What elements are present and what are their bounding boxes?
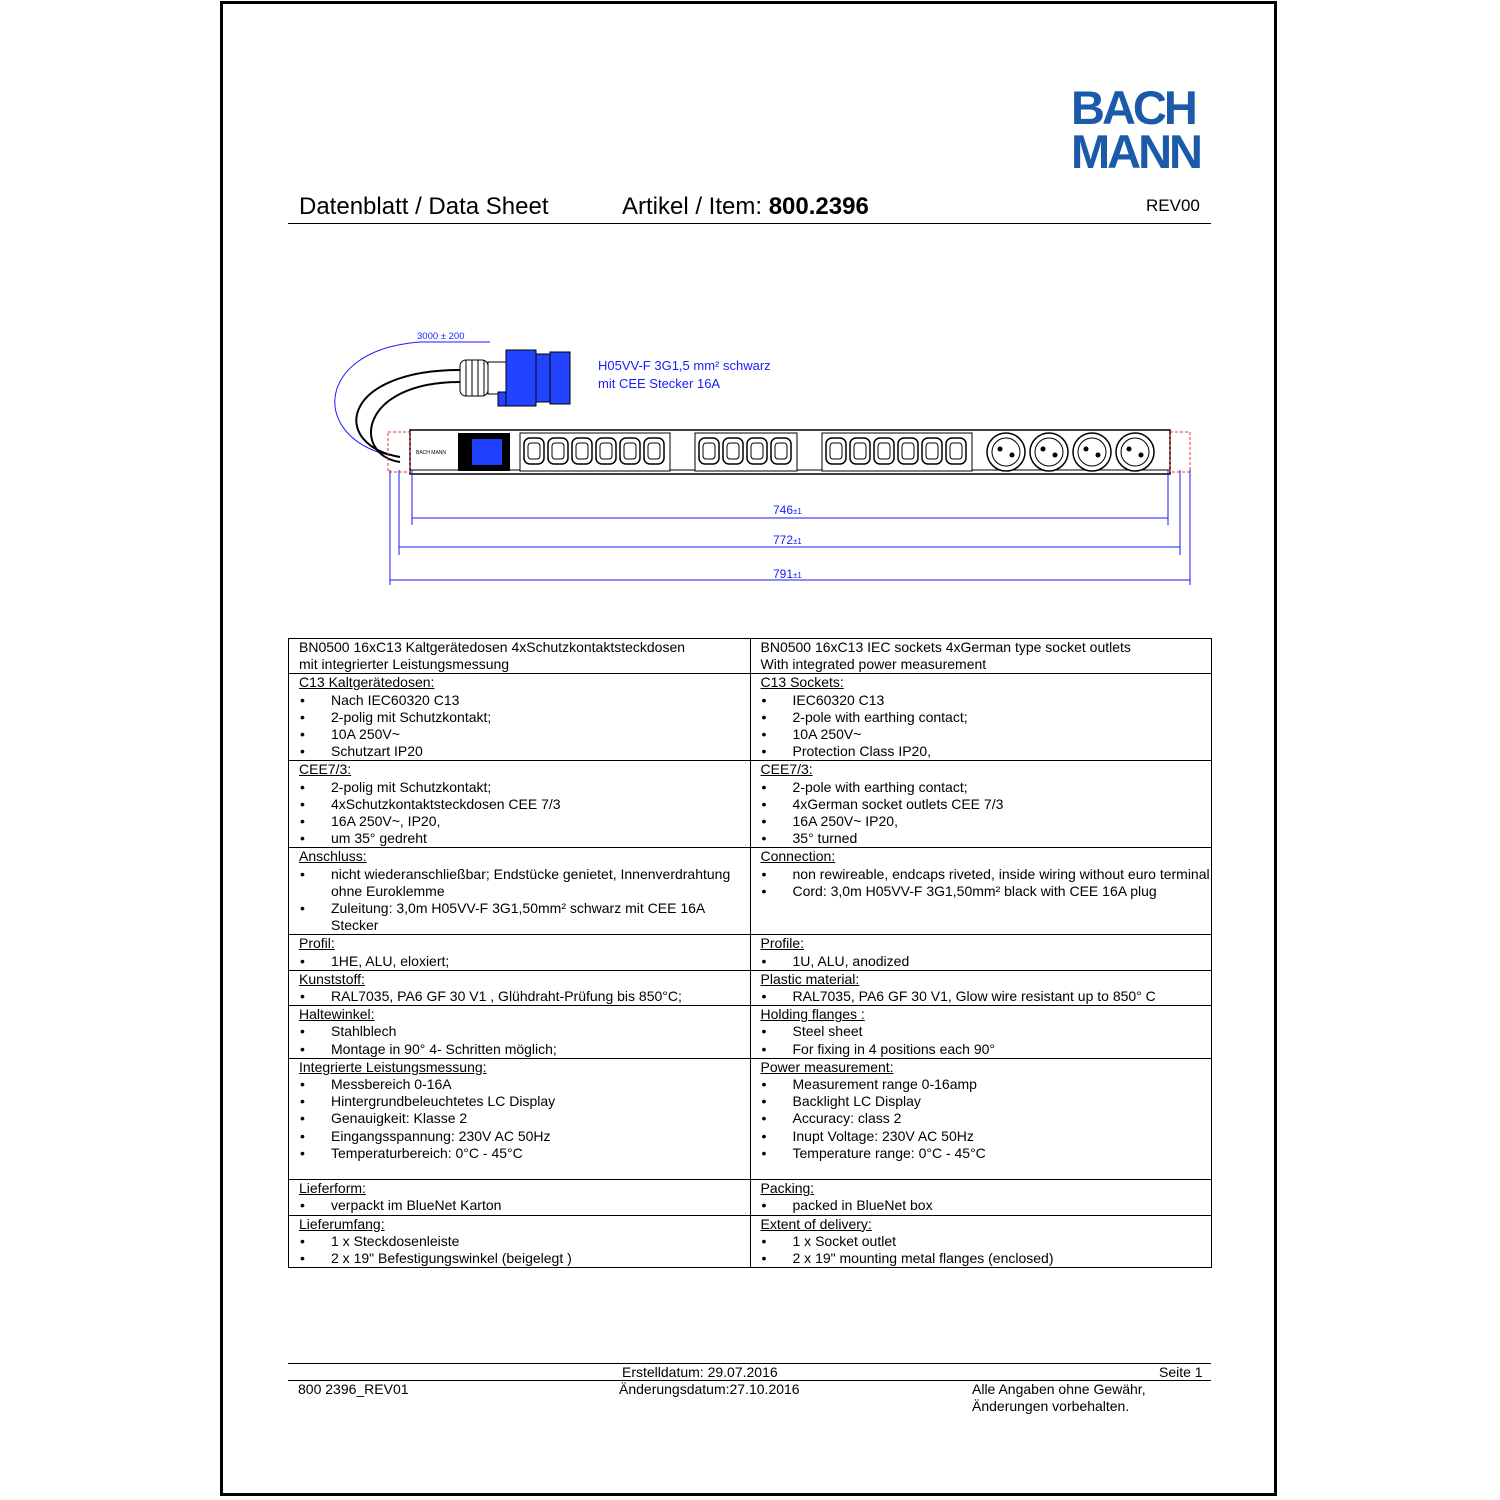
spec-heading: Haltewinkel:	[299, 1006, 375, 1023]
spec-list	[761, 1197, 1212, 1214]
spec-bullet: • 16A 250V~ IP20,	[761, 813, 1212, 830]
c13-socket-icon	[874, 438, 894, 464]
spec-cell-en	[750, 935, 1212, 970]
spec-heading: Lieferform:	[299, 1180, 366, 1197]
spec-bullet: • 2-polig mit Schutzkontakt;	[299, 709, 750, 726]
disclaimer-line1: Alle Angaben ohne Gewähr,	[972, 1381, 1146, 1397]
spec-bullet: • Genauigkeit: Klasse 2	[299, 1110, 750, 1127]
spec-heading: Anschluss:	[299, 848, 367, 865]
spec-bullet: • 2 x 19" Befestigungswinkel (beigelegt )	[299, 1250, 750, 1267]
cable-length-label: 3000 ± 200	[417, 331, 465, 342]
spec-cell-de	[289, 1058, 751, 1179]
spec-list	[299, 1233, 750, 1267]
spec-heading: Holding flanges :	[760, 1006, 865, 1023]
schuko-pin-hole	[998, 447, 1003, 452]
spec-row	[289, 761, 1212, 848]
cable-note-line2: mit CEE Stecker 16A	[598, 376, 721, 391]
spec-row	[289, 1180, 1212, 1215]
spec-cell-en	[750, 970, 1212, 1005]
schuko-socket-icon	[987, 433, 1025, 471]
c13-socket-icon	[596, 438, 616, 464]
spec-bullet: • RAL7035, PA6 GF 30 V1 , Glühdraht-Prüfung bis 850°C;	[299, 988, 750, 1005]
spec-bullet: • 2 x 19" mounting metal flanges (enclosed)	[761, 1250, 1212, 1267]
spec-list	[299, 988, 750, 1005]
spec-cell-de	[289, 1215, 751, 1268]
c13-socket-icon	[723, 438, 743, 464]
spec-bullet: • Measurement range 0-16amp	[761, 1076, 1212, 1093]
page-number: Seite 1	[1159, 1364, 1203, 1380]
spec-bullet: • 10A 250V~	[761, 726, 1212, 743]
spec-cell-de	[289, 970, 751, 1005]
spec-bullet: • 4xSchutzkontaktsteckdosen CEE 7/3	[299, 796, 750, 813]
c13-socket-icon	[620, 438, 640, 464]
spec-heading: Lieferumfang:	[299, 1215, 385, 1232]
spec-bullet: • Inupt Voltage: 230V AC 50Hz	[761, 1128, 1212, 1145]
spec-bullet: • verpackt im BlueNet Karton	[299, 1197, 750, 1214]
c13-socket-icon	[922, 438, 942, 464]
dimension-791-label: 791±1	[773, 567, 802, 581]
spec-bullet: • Schutzart IP20	[299, 743, 750, 760]
revision-label: REV00	[1146, 196, 1200, 215]
spec-bullet: • Nach IEC60320 C13	[299, 692, 750, 709]
spec-list	[299, 779, 750, 848]
c13-socket-icon	[548, 438, 568, 464]
spec-cell-de	[289, 1180, 751, 1215]
spec-cell-en	[750, 1058, 1212, 1179]
spec-cell-en	[750, 848, 1212, 935]
item-heading	[622, 193, 869, 221]
spec-bullet: • 1U, ALU, anodized	[761, 953, 1212, 970]
dimension-746-label: 746±1	[773, 503, 802, 517]
spec-cell-de	[289, 1006, 751, 1059]
spec-cell-en	[750, 1180, 1212, 1215]
spec-table	[288, 638, 1212, 1268]
lcd-display-icon	[472, 439, 502, 465]
spec-list	[299, 692, 750, 761]
spec-list	[299, 1023, 750, 1057]
spec-row	[289, 1058, 1212, 1179]
intro-line: BN0500 16xC13 IEC sockets 4xGerman type socket outlets	[760, 639, 1131, 655]
spec-bullet: • Hintergrundbeleuchtetes LC Display	[299, 1093, 750, 1110]
spec-row	[289, 1215, 1212, 1268]
spec-bullet: • Messbereich 0-16A	[299, 1076, 750, 1093]
c13-socket-icon	[699, 438, 719, 464]
schuko-pin-hole	[1084, 447, 1089, 452]
schuko-pin-hole	[1053, 453, 1058, 458]
spec-row	[289, 674, 1212, 761]
spec-heading: C13 Sockets:	[760, 674, 844, 691]
intro-line: mit integrierter Leistungsmessung	[299, 656, 510, 673]
spec-heading: CEE7/3:	[760, 761, 813, 778]
schuko-pin-hole	[1010, 453, 1015, 458]
spec-list	[761, 866, 1212, 900]
c13-socket-icon	[572, 438, 592, 464]
spec-bullet: • 2-pole with earthing contact;	[761, 709, 1212, 726]
c13-socket-icon	[946, 438, 966, 464]
created-date: Erstelldatum: 29.07.2016	[622, 1364, 778, 1380]
pdu-brand-mark: BACH MANN	[416, 450, 447, 456]
spec-cell-en	[750, 1006, 1212, 1059]
spec-heading: Profile:	[760, 935, 805, 952]
spec-heading: Power measurement:	[760, 1058, 894, 1075]
spec-bullet: • Eingangsspannung: 230V AC 50Hz	[299, 1128, 750, 1145]
right-flange-icon	[1170, 432, 1190, 472]
spec-list	[761, 692, 1212, 761]
schuko-socket-icon	[1030, 433, 1068, 471]
c13-socket-icon	[826, 438, 846, 464]
spec-heading: CEE7/3:	[299, 761, 352, 778]
bachmann-logo	[1071, 81, 1203, 178]
spec-bullet: • Montage in 90° 4- Schritten möglich;	[299, 1041, 750, 1058]
spec-list	[299, 1076, 750, 1162]
spec-list	[299, 866, 750, 935]
spec-heading: Integrierte Leistungsmessung:	[299, 1058, 487, 1075]
spec-list	[761, 1233, 1212, 1267]
intro-line: With integrated power measurement	[760, 656, 987, 673]
spec-bullet: • Temperature range: 0°C - 45°C	[761, 1145, 1212, 1162]
c13-socket-icon	[644, 438, 664, 464]
spec-bullet: • Steel sheet	[761, 1023, 1212, 1040]
schuko-socket-icon	[1116, 433, 1154, 471]
spec-heading: Connection:	[760, 848, 836, 865]
schuko-pin-hole	[1127, 447, 1132, 452]
spec-cell-de	[289, 761, 751, 848]
disclaimer-line2: Änderungen vorbehalten.	[972, 1398, 1130, 1414]
spec-bullet: • 16A 250V~, IP20,	[299, 813, 750, 830]
spec-bullet: • 4xGerman socket outlets CEE 7/3	[761, 796, 1212, 813]
c13-socket-icon	[898, 438, 918, 464]
c13-socket-icon	[747, 438, 767, 464]
spec-bullet: • Backlight LC Display	[761, 1093, 1212, 1110]
spec-list	[761, 953, 1212, 970]
spec-heading: Plastic material:	[760, 970, 860, 987]
spec-cell-de	[289, 935, 751, 970]
spec-bullet: • Cord: 3,0m H05VV-F 3G1,50mm² black with CEE 16A plug	[761, 883, 1212, 900]
spec-bullet: • 2-pole with earthing contact;	[761, 779, 1212, 796]
spec-bullet: • 1 x Socket outlet	[761, 1233, 1212, 1250]
spec-heading: Packing:	[760, 1180, 815, 1197]
spec-bullet: • RAL7035, PA6 GF 30 V1, Glow wire resistant up to 850° C	[761, 988, 1212, 1005]
spec-bullet: • non rewireable, endcaps riveted, inside wiring without euro terminal	[761, 866, 1212, 883]
spec-list	[761, 1023, 1212, 1057]
spec-bullet: • 1 x Steckdosenleiste	[299, 1233, 750, 1250]
spec-bullet: • Zuleitung: 3,0m H05VV-F 3G1,50mm² schwarz mit CEE 16A Stecker	[299, 900, 750, 934]
schuko-pin-hole	[1041, 447, 1046, 452]
spec-bullet: • 35° turned	[761, 830, 1212, 847]
spec-heading: Profil:	[299, 935, 335, 952]
schuko-socket-icon	[1073, 433, 1111, 471]
spec-bullet: • 1HE, ALU, eloxiert;	[299, 953, 750, 970]
product-drawing	[300, 320, 1220, 610]
spec-row	[289, 1006, 1212, 1059]
spec-bullet: • 10A 250V~	[299, 726, 750, 743]
spec-bullet: • um 35° gedreht	[299, 830, 750, 847]
spec-cell-de	[289, 639, 751, 674]
spec-heading: C13 Kaltgerätedosen:	[299, 674, 435, 691]
spec-bullet: • Accuracy: class 2	[761, 1110, 1212, 1127]
spec-bullet: • Temperaturbereich: 0°C - 45°C	[299, 1145, 750, 1162]
dimension-772-label: 772±1	[773, 533, 802, 547]
spec-list	[761, 1076, 1212, 1162]
item-number: 800.2396	[768, 193, 869, 220]
spec-cell-en	[750, 1215, 1212, 1268]
spec-list	[761, 988, 1212, 1005]
spec-row	[289, 848, 1212, 935]
spec-bullet: • For fixing in 4 positions each 90°	[761, 1041, 1212, 1058]
spec-cell-en	[750, 639, 1212, 674]
spec-cell-en	[750, 674, 1212, 761]
spec-row	[289, 639, 1212, 674]
spec-row	[289, 970, 1212, 1005]
spec-bullet: • nicht wiederanschließbar; Endstücke genietet, Innenverdrahtung ohne Euroklemme	[299, 866, 750, 900]
logo-line-2: MANN	[1071, 125, 1200, 178]
logo-line-1: BACH	[1071, 81, 1195, 134]
socket-modules	[520, 433, 972, 471]
spec-list	[761, 779, 1212, 848]
spec-bullet: • 2-polig mit Schutzkontakt;	[299, 779, 750, 796]
schuko-pin-hole	[1139, 453, 1144, 458]
schuko-pin-hole	[1096, 453, 1101, 458]
spec-cell-en	[750, 761, 1212, 848]
c13-socket-icon	[850, 438, 870, 464]
page-title: Datenblatt / Data Sheet	[299, 193, 549, 220]
header-divider	[288, 223, 1211, 224]
spec-bullet: • IEC60320 C13	[761, 692, 1212, 709]
spec-heading: Kunststoff:	[299, 970, 365, 987]
c13-socket-icon	[771, 438, 791, 464]
spec-cell-de	[289, 674, 751, 761]
c13-socket-icon	[524, 438, 544, 464]
spec-bullet: • Stahlblech	[299, 1023, 750, 1040]
spec-list	[299, 1197, 750, 1214]
left-flange-icon	[388, 432, 410, 472]
spec-heading: Extent of delivery:	[760, 1215, 872, 1232]
document-id: 800 2396_REV01	[298, 1381, 409, 1397]
intro-line: BN0500 16xC13 Kaltgerätedosen 4xSchutzkontaktsteckdosen	[299, 639, 686, 655]
spec-bullet: • packed in BlueNet box	[761, 1197, 1212, 1214]
modified-date: Änderungsdatum:27.10.2016	[619, 1381, 800, 1397]
cee-plug-icon	[460, 350, 570, 406]
item-label: Artikel / Item:	[622, 193, 769, 220]
spec-bullet: • Protection Class IP20,	[761, 743, 1212, 760]
cable-note-line1: H05VV-F 3G1,5 mm² schwarz	[598, 358, 771, 373]
spec-cell-de	[289, 848, 751, 935]
spec-row	[289, 935, 1212, 970]
spec-list	[299, 953, 750, 970]
